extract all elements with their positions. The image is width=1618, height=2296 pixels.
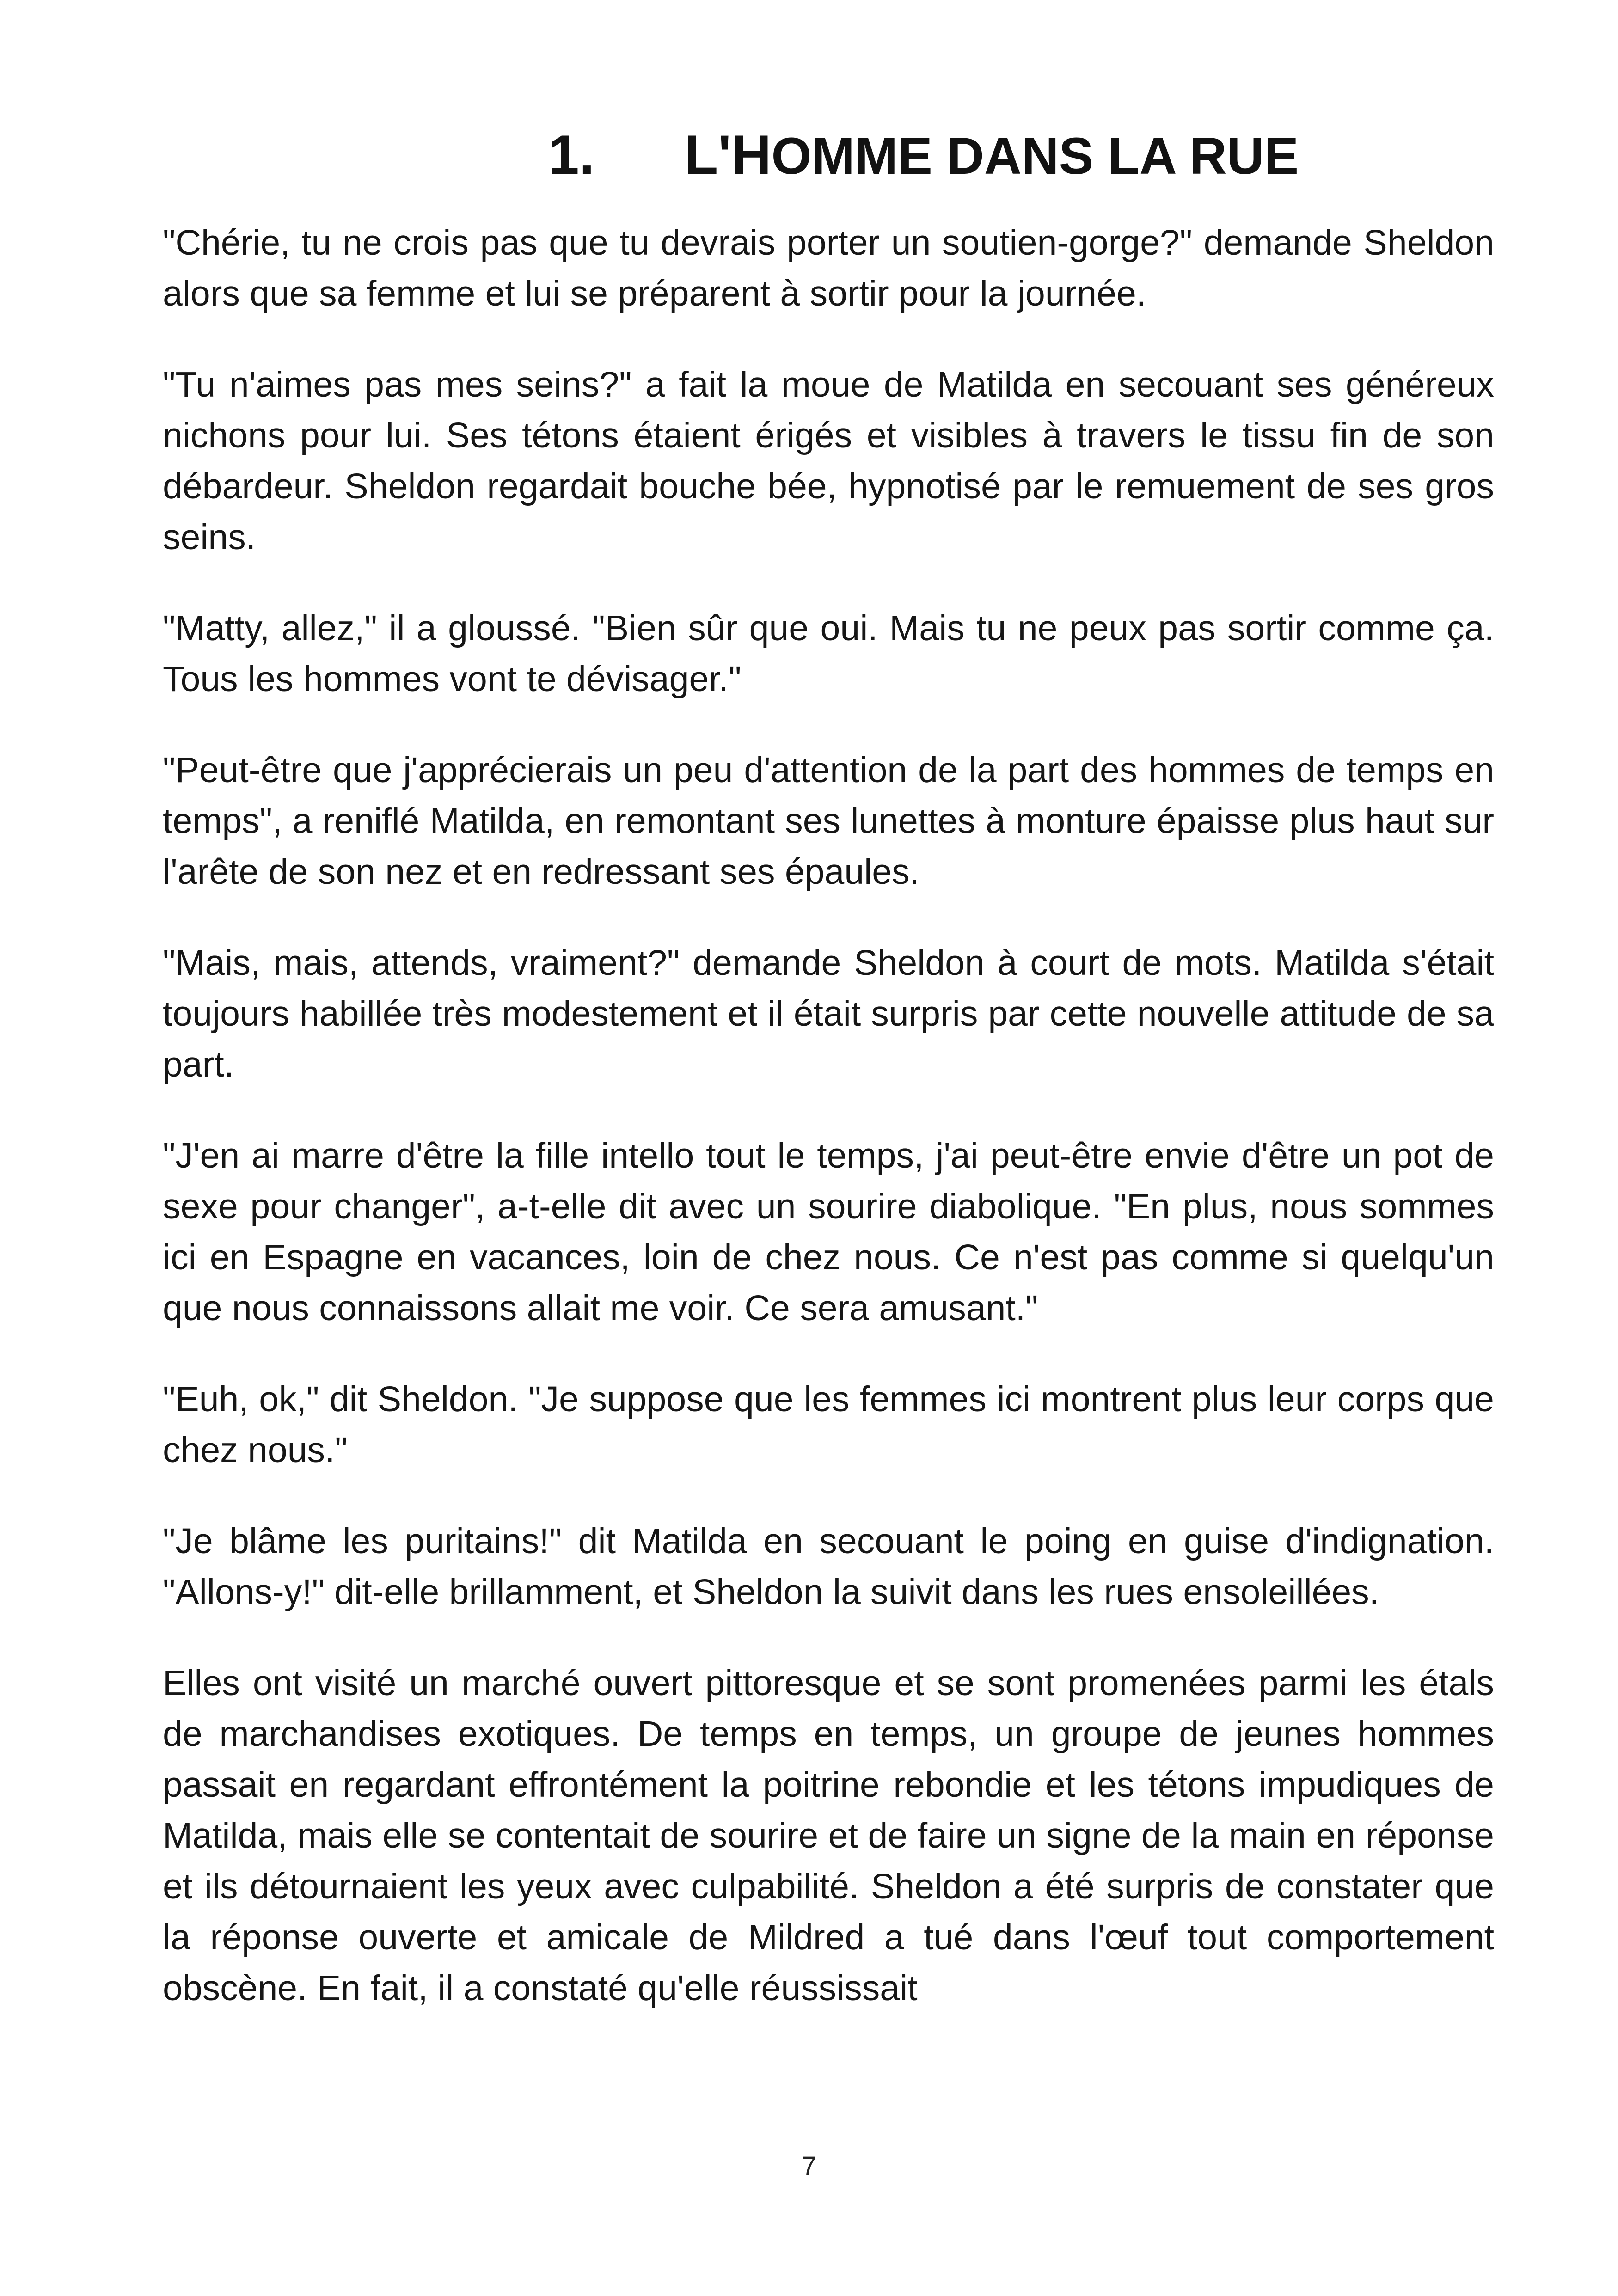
page-number: 7 [801,2151,817,2181]
body-text [163,217,1494,2014]
paragraph: Elles ont visité un marché ouvert pittoresque et se sont promenées parmi les étals de marchandises exotiques. De temps en temps, un groupe de jeunes hommes passait en regardant effrontément la poitrine rebondie et les tétons impudiques de Matilda, mais elle se contentait de sourire et de faire un signe de la main en réponse et ils détournaient les yeux avec culpabilité. Sheldon a été surpris de constater que la réponse ouverte et amicale de Mildred a tué dans l'œuf tout comportement obscène. En fait, il a constaté qu'elle réussissait [163,1663,1494,2008]
paragraph: "Matty, allez," il a gloussé. "Bien sûr que oui. Mais tu ne peux pas sortir comme ça. Tous les hommes vont te dévisager." [163,608,1494,699]
paragraph: "Peut-être que j'apprécierais un peu d'attention de la part des hommes de temps en temps", a reniflé Matilda, en remontant ses lunettes à monture épaisse plus haut sur l'arête de son nez et en redressant ses épaules. [163,750,1494,892]
paragraph: "Je blâme les puritains!" dit Matilda en secouant le poing en guise d'indignation. "Allons-y!" dit-elle brillamment, et Sheldon la suivit dans les rues ensoleillées. [163,1521,1494,1612]
paragraph: "Tu n'aimes pas mes seins?" a fait la moue de Matilda en secouant ses généreux nichons pour lui. Ses tétons étaient érigés et visibles à travers le tissu fin de son débardeur. Sheldon regardait bouche bée, hypnotisé par le remuement de ses gros seins. [163,365,1494,557]
chapter-number: 1. [548,124,595,186]
chapter-heading [0,116,1618,194]
paragraph: "Euh, ok," dit Sheldon. "Je suppose que les femmes ici montrent plus leur corps que chez nous." [163,1379,1494,1470]
chapter-title-rest: OMME DANS LA RUE [771,127,1299,185]
chapter-title-initial: L'H [684,124,772,186]
paragraph: "Mais, mais, attends, vraiment?" demande Sheldon à court de mots. Matilda s'était toujours habillée très modestement et il était surpris par cette nouvelle attitude de sa part. [163,943,1494,1084]
paragraph: "Chérie, tu ne crois pas que tu devrais porter un soutien-gorge?" demande Sheldon alors que sa femme et lui se préparent à sortir pour la journée. [163,223,1494,313]
chapter-title [684,116,1299,196]
paragraph: "J'en ai marre d'être la fille intello tout le temps, j'ai peut-être envie d'être un pot de sexe pour changer", a-t-elle dit avec un sourire diabolique. "En plus, nous sommes ici en Espagne en vacances, loin de chez nous. Ce n'est pas comme si quelqu'un que nous connaissons allait me voir. Ce sera amusant." [163,1136,1494,1328]
